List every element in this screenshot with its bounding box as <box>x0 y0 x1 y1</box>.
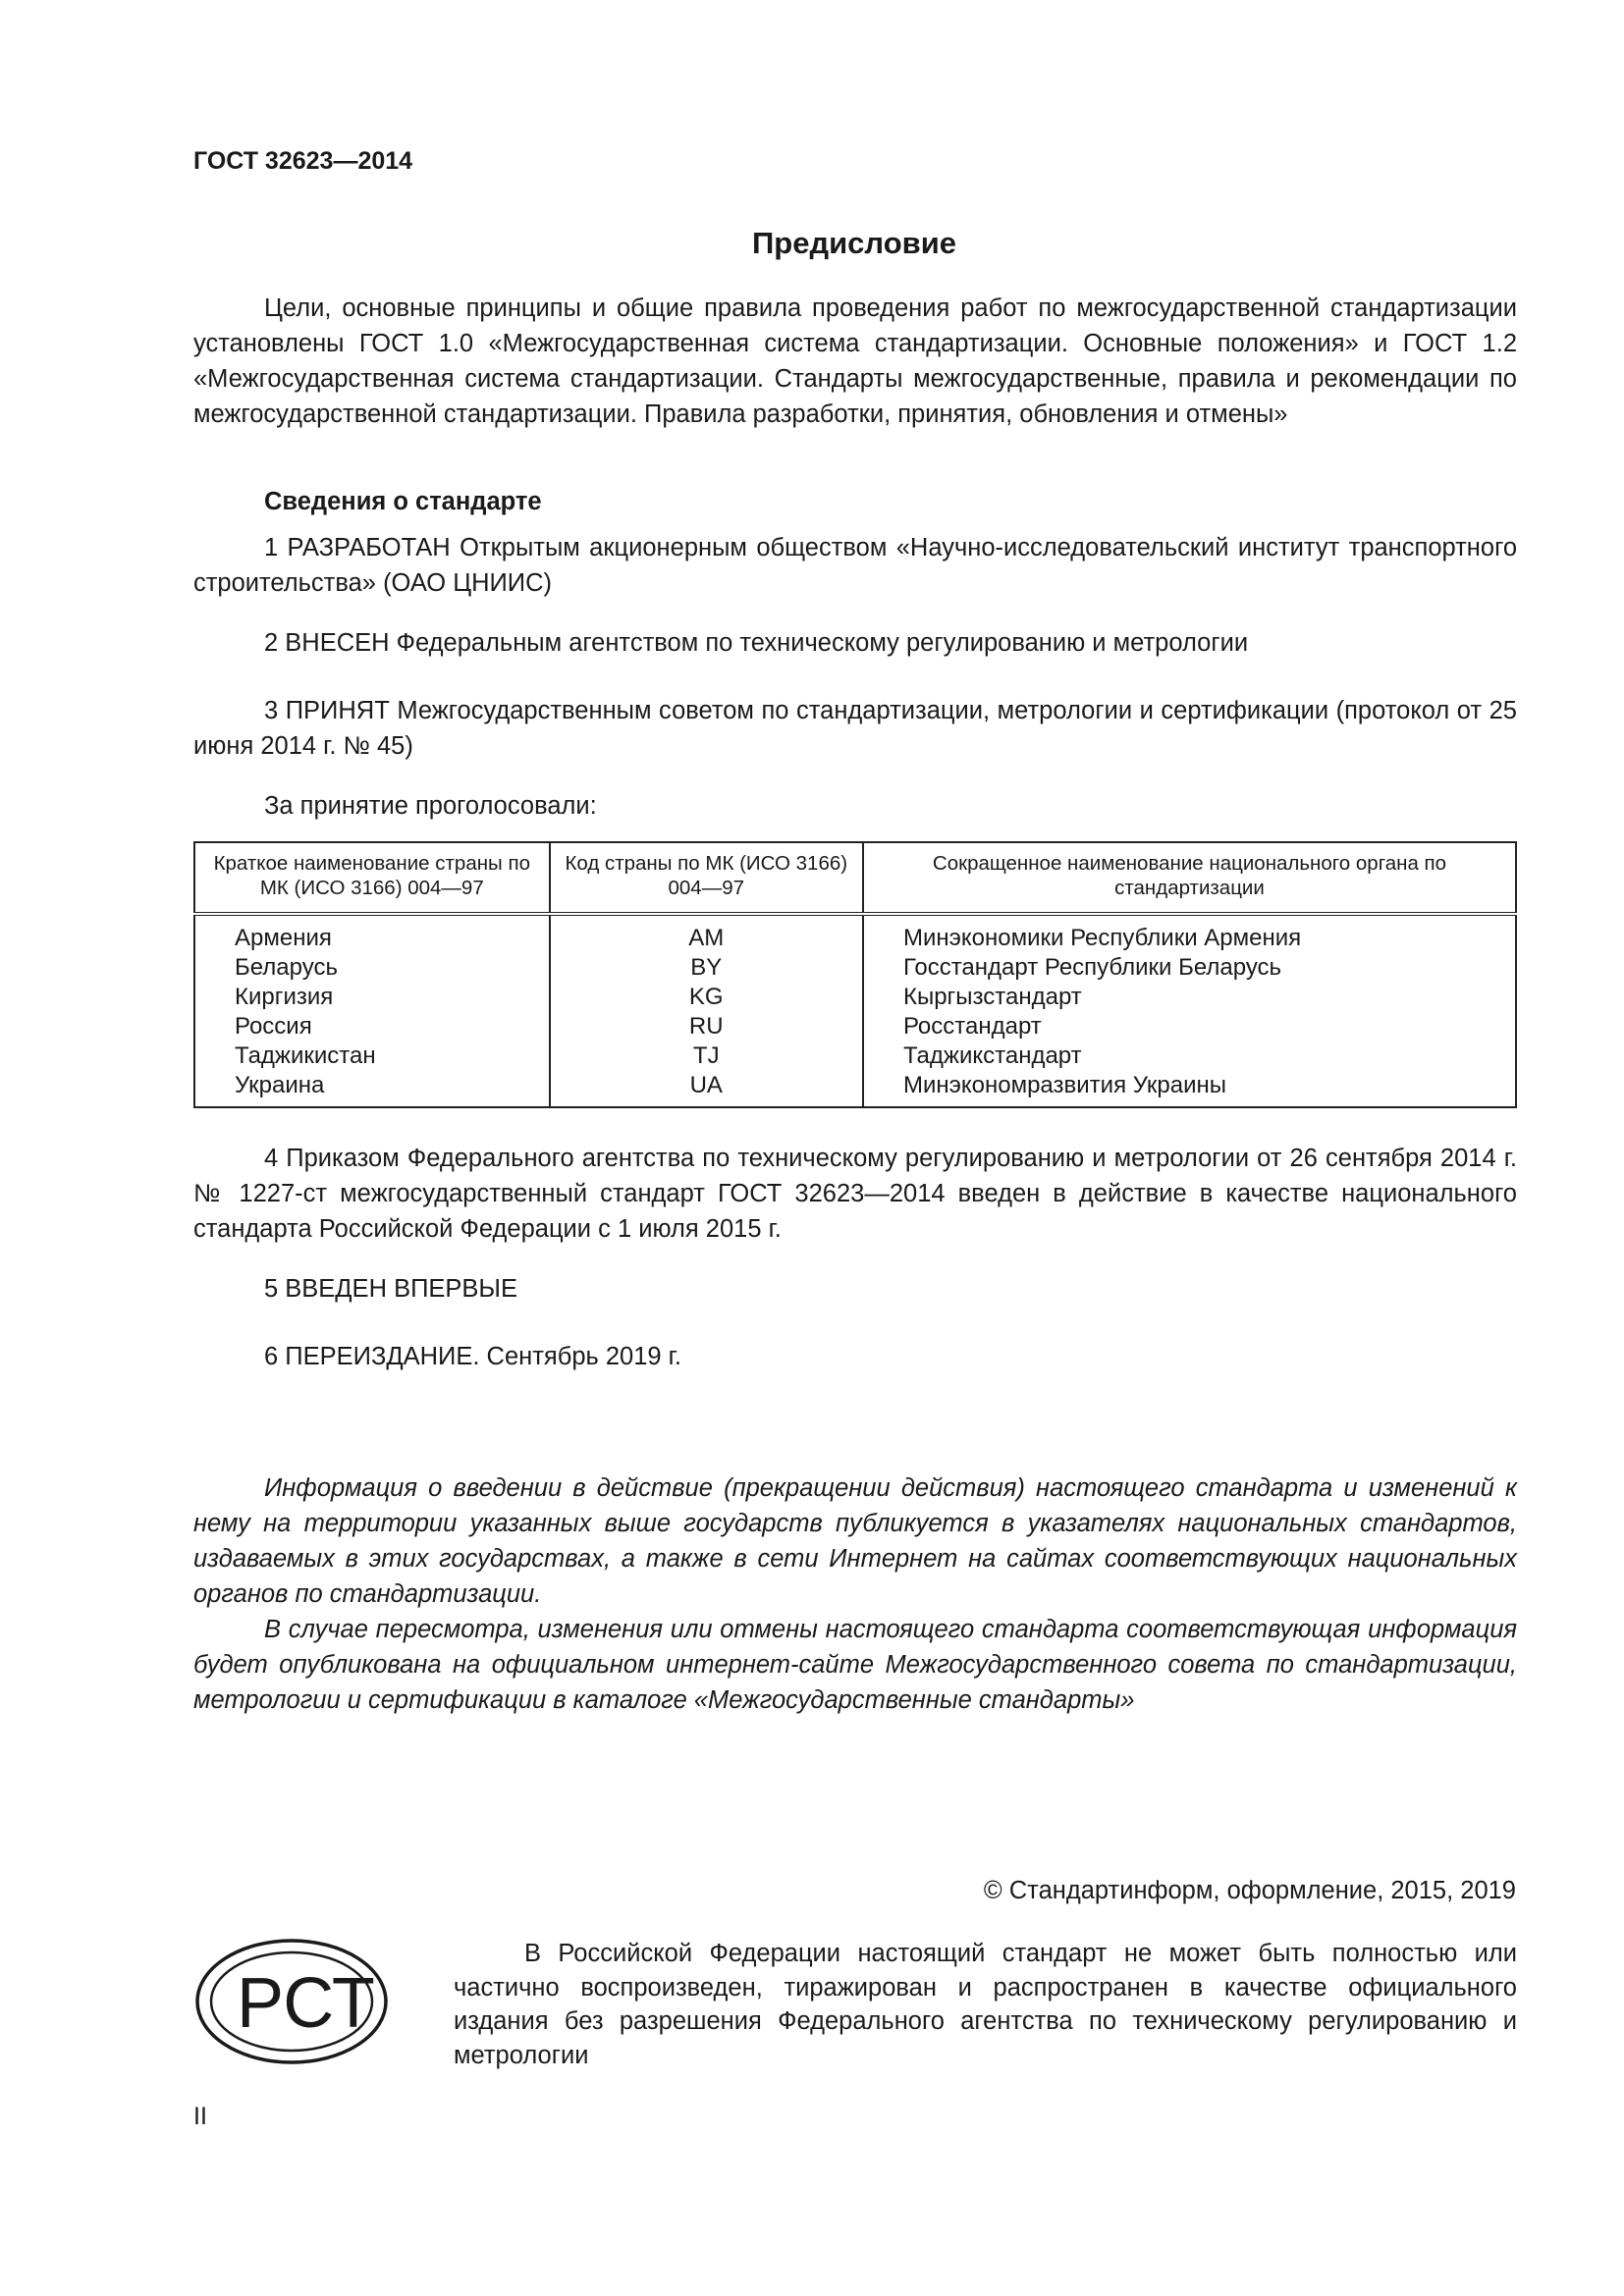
cell-code: KG <box>550 983 863 1012</box>
voting-table <box>193 841 1517 1108</box>
item-introduced: 2 ВНЕСЕН Федеральным агентством по техническому регулированию и метрологии <box>264 629 1249 657</box>
cell-country: Таджикистан <box>194 1041 550 1071</box>
rst-logo-icon <box>193 1937 390 2066</box>
intro-paragraph: Цели, основные принципы и общие правила проведения работ по межгосударственной стандартизации установлены ГОСТ 1.0 «Межгосударственная система стандартизации. Основные положения» и ГОСТ 1.2 «Межгосударственная система стандартизации. Стандарты межгосударственные, правила и рекомендации по межгосударственной стандартизации. Правила разработки, принятия, обновления и отмены» <box>193 294 1517 428</box>
cell-country: Украина <box>194 1071 550 1107</box>
item-developed: 1 РАЗРАБОТАН Открытым акционерным обществом «Научно-исследовательский институт транспортного строительства» (ОАО ЦНИИС) <box>193 534 1517 597</box>
item-reissue: 6 ПЕРЕИЗДАНИЕ. Сентябрь 2019 г. <box>264 1343 681 1370</box>
cell-code: UA <box>550 1071 863 1107</box>
page-title: Предисловие <box>751 226 956 260</box>
cell-body: Таджикстандарт <box>863 1041 1516 1071</box>
cell-country: Киргизия <box>194 983 550 1012</box>
page-number: II <box>193 2103 207 2130</box>
info-paragraph-2: В случае пересмотра, изменения или отмены настоящего стандарта соответствующая информация будет опубликована на официальном интернет-сайте Межгосударственного совета по стандартизации, метрологии и сертификации в каталоге «Межгосударственные стандарты» <box>193 1616 1517 1714</box>
cell-body: Минэкономики Республики Армения <box>863 914 1516 953</box>
item-adopted: 3 ПРИНЯТ Межгосударственным советом по стандартизации, метрологии и сертификации (протокол от 25 июня 2014 г. № 45) <box>193 697 1517 760</box>
col-header-country: Краткое наименование страны по МК (ИСО 3166) 004—97 <box>194 842 550 914</box>
table-row <box>194 1012 1516 1041</box>
item-first-time: 5 ВВЕДЕН ВПЕРВЫЕ <box>264 1275 518 1303</box>
logo-letter-r: РСТ <box>237 1964 375 2043</box>
table-row <box>194 1041 1516 1071</box>
table-row <box>194 953 1516 983</box>
voted-label: За принятие проголосовали: <box>264 792 597 820</box>
section-heading: Сведения о стандарте <box>264 488 542 515</box>
cell-body: Кыргызстандарт <box>863 983 1516 1012</box>
item-order: 4 Приказом Федерального агентства по техническому регулированию и метрологии от 26 сентября 2014 г. № 1227-ст межгосударственный стандарт ГОСТ 32623—2014 введен в действие в качестве национального стандарта Российской Федерации с 1 июля 2015 г. <box>193 1145 1517 1243</box>
document-code: ГОСТ 32623—2014 <box>193 147 413 175</box>
info-paragraph-1: Информация о введении в действие (прекращении действия) настоящего стандарта и изменений к нему на территории указанных выше государств публикуется в указателях национальных стандартов, издаваемых в этих государствах, а также в сети Интернет на сайтах соответствующих национальных органов по стандартизации. <box>193 1474 1517 1608</box>
cell-body: Госстандарт Республики Беларусь <box>863 953 1516 983</box>
cell-country: Россия <box>194 1012 550 1041</box>
cell-country: Беларусь <box>194 953 550 983</box>
cell-code: RU <box>550 1012 863 1041</box>
table-row <box>194 1071 1516 1107</box>
table-row <box>194 983 1516 1012</box>
copyright-notice: © Стандартинформ, оформление, 2015, 2019 <box>983 1877 1516 1904</box>
cell-body: Росстандарт <box>863 1012 1516 1041</box>
col-header-body: Сокращенное наименование национального органа по стандартизации <box>863 842 1516 914</box>
cell-country: Армения <box>194 914 550 953</box>
table-row <box>194 914 1516 953</box>
reproduction-rights: В Российской Федерации настоящий стандарт не может быть полностью или частично воспроизведен, тиражирован и распространен в качестве официального издания без разрешения Федерального агентства по техническому регулированию и метрологии <box>454 1940 1517 2069</box>
cell-body: Минэкономразвития Украины <box>863 1071 1516 1107</box>
cell-code: AM <box>550 914 863 953</box>
table-header-row <box>194 842 1516 914</box>
cell-code: TJ <box>550 1041 863 1071</box>
col-header-code: Код страны по МК (ИСО 3166) 004—97 <box>550 842 863 914</box>
cell-code: BY <box>550 953 863 983</box>
